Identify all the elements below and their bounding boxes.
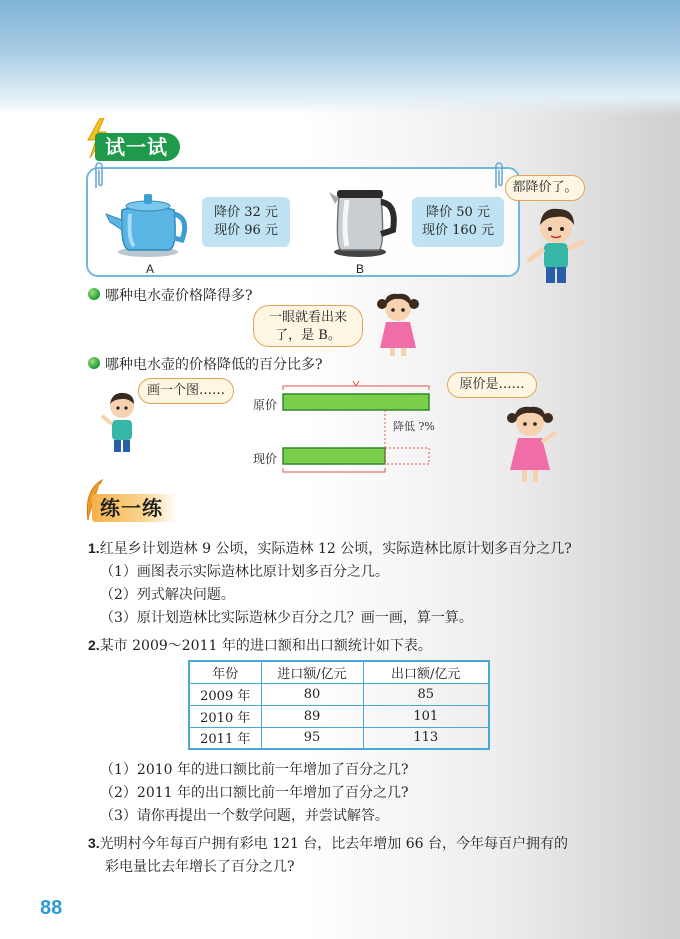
reduction-percent-label: 降低 ?% (393, 420, 435, 433)
problem-1-number: 1. (88, 540, 100, 556)
question-bullet-icon (88, 357, 100, 369)
problem-1 (88, 538, 572, 559)
table-cell: 80 (261, 683, 363, 705)
problem-2 (88, 635, 432, 656)
bar-original-label: 原价 (253, 398, 278, 412)
table-cell: 2010 年 (189, 705, 261, 727)
problem-2-sub-2: （2）2011 年的出口额比前一年增加了百分之几? (100, 785, 409, 801)
table-header-import: 进口额/亿元 (261, 661, 363, 683)
problem-2-sub-3: （3）请你再提出一个数学问题，并尝试解答。 (100, 808, 389, 824)
kettle-b-price-box (412, 197, 504, 247)
problem-1-sub-3: （3）原计划造林比实际造林少百分之几？画一画，算一算。 (100, 610, 473, 626)
trade-data-table (188, 660, 490, 750)
question-bullet-icon (88, 288, 100, 300)
boy-speech-bubble: 都降价了。 (505, 175, 585, 201)
page-number: 88 (40, 897, 63, 919)
problem-2-text: 某市 2009～2011 年的进口额和出口额统计如下表。 (99, 638, 432, 654)
problem-2-sub-1: （1）2010 年的进口额比前一年增加了百分之几? (100, 762, 409, 778)
boy-character-image (522, 205, 590, 285)
original-price-bar (283, 394, 429, 410)
question-1-text: 哪种电水壶价格降得多? (105, 288, 253, 304)
problem-3 (88, 833, 568, 854)
kettle-a-label: A (146, 262, 155, 276)
table-cell: 95 (261, 727, 363, 749)
table-cell: 101 (363, 705, 489, 727)
table-header-row (189, 661, 489, 683)
table-cell: 85 (363, 683, 489, 705)
boy-speech-bubble-2: 画一个图…… (138, 378, 234, 404)
kettle-b-image (325, 180, 400, 260)
kettle-a-image (100, 180, 190, 260)
section-title-practice: 练一练 (92, 494, 177, 522)
table-cell: 113 (363, 727, 489, 749)
header-band (0, 0, 680, 115)
section-title-try: 试一试 (95, 133, 180, 161)
problem-1-text: 红星乡计划造林 9 公顷，实际造林 12 公顷，实际造林比原计划多百分之几? (99, 541, 572, 557)
reduction-dashed-bar (385, 448, 429, 464)
kettle-a-price-now: 现价 96 元 (214, 223, 278, 238)
problem-3-line2: 彩电量比去年增长了百分之几? (105, 859, 295, 875)
kettle-a-price-cut: 降价 32 元 (214, 205, 278, 220)
problem-3-number: 3. (88, 835, 100, 851)
table-cell: 2009 年 (189, 683, 261, 705)
problem-1-sub-1: （1）画图表示实际造林比原计划多百分之几。 (100, 564, 389, 580)
problem-1-sub-2: （2）列式解决问题。 (100, 587, 235, 603)
kettle-b-label: B (356, 262, 365, 276)
kettle-a-price-box (202, 197, 290, 247)
girl-speech-1-line2: 了，是 B。 (275, 328, 341, 343)
table-header-export: 出口额/亿元 (363, 661, 489, 683)
current-price-bar (283, 448, 385, 464)
problem-3-line1: 光明村今年每百户拥有彩电 121 台，比去年增加 66 台，今年每百户拥有的 (99, 836, 569, 852)
problem-2-number: 2. (88, 637, 100, 653)
table-header-year: 年份 (189, 661, 261, 683)
table-row (189, 705, 489, 727)
kettle-b-price-now: 现价 160 元 (421, 223, 495, 238)
table-cell: 2011 年 (189, 727, 261, 749)
girl-character-image (372, 290, 424, 356)
girl-speech-bubble-1 (253, 305, 363, 347)
question-2-text: 哪种电水壶的价格降低的百分比多? (105, 357, 323, 373)
kettle-b-price-cut: 降价 50 元 (426, 205, 490, 220)
girl-speech-1-line1: 一眼就看出来 (268, 310, 347, 325)
bar-current-label: 现价 (253, 452, 278, 466)
paperclip-icon (492, 160, 506, 190)
girl-character-image (500, 402, 560, 482)
table-row (189, 727, 489, 749)
girl-speech-bubble-2: 原价是…… (447, 372, 537, 398)
boy-character-image (98, 390, 146, 452)
table-row (189, 683, 489, 705)
table-cell: 89 (261, 705, 363, 727)
